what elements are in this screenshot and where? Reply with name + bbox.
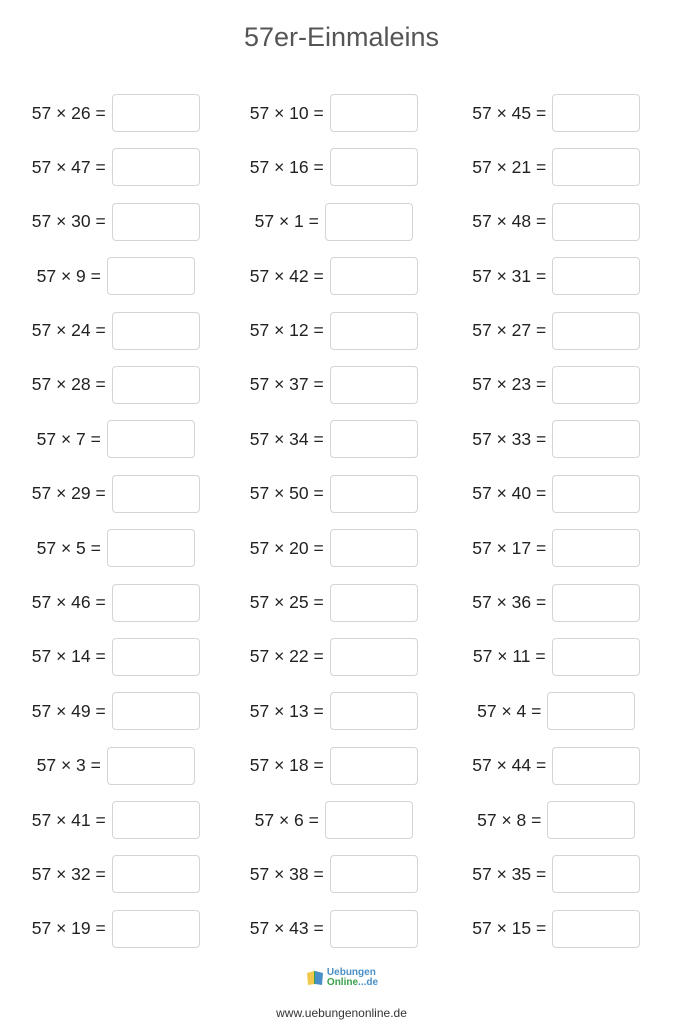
- multiplication-problem: [472, 583, 640, 623]
- multiplication-problem: [37, 419, 195, 459]
- multiplication-problem: [250, 583, 418, 623]
- problem-expression: 57 × 30 =: [31, 211, 106, 232]
- exercise-cell: [0, 147, 223, 201]
- multiplication-problem: [37, 528, 195, 568]
- answer-box[interactable]: [330, 475, 418, 513]
- problem-expression: 57 × 16 =: [249, 156, 324, 177]
- multiplication-problem: [32, 202, 200, 242]
- answer-box[interactable]: [330, 584, 418, 622]
- exercise-row: [0, 202, 683, 256]
- multiplication-problem: [32, 311, 200, 351]
- answer-box[interactable]: [552, 148, 640, 186]
- multiplication-problem: [32, 691, 200, 731]
- multiplication-problem: [472, 746, 640, 786]
- problem-expression: 57 × 6 =: [254, 809, 319, 830]
- exercise-cell: [445, 419, 668, 473]
- problem-expression: 57 × 9 =: [36, 265, 101, 286]
- exercise-cell: [0, 528, 223, 582]
- multiplication-problem: [472, 93, 640, 133]
- problem-expression: 57 × 26 =: [31, 102, 106, 123]
- multiplication-problem: [473, 637, 640, 677]
- problem-expression: 57 × 35 =: [472, 863, 547, 884]
- multiplication-problem: [472, 909, 640, 949]
- problem-expression: 57 × 21 =: [472, 156, 547, 177]
- logo-word-online-text: Online: [326, 977, 359, 988]
- answer-box[interactable]: [325, 203, 413, 241]
- exercise-row: [0, 365, 683, 419]
- exercise-cell: [0, 311, 223, 365]
- problem-expression: 57 × 41 =: [31, 809, 106, 830]
- exercise-row: [0, 746, 683, 800]
- answer-box[interactable]: [112, 94, 200, 132]
- answer-box[interactable]: [330, 638, 418, 676]
- logo: [305, 968, 378, 988]
- exercise-cell: [223, 637, 446, 691]
- exercise-cell: [0, 583, 223, 637]
- answer-box[interactable]: [547, 801, 635, 839]
- multiplication-problem: [250, 147, 418, 187]
- problem-expression: 57 × 11 =: [472, 646, 546, 667]
- exercise-cell: [223, 93, 446, 147]
- problem-expression: 57 × 43 =: [249, 918, 324, 939]
- answer-box[interactable]: [112, 855, 200, 893]
- multiplication-problem: [255, 202, 413, 242]
- multiplication-problem: [472, 419, 640, 459]
- multiplication-problem: [32, 909, 200, 949]
- answer-box[interactable]: [552, 94, 640, 132]
- exercise-cell: [445, 311, 668, 365]
- problem-expression: 57 × 38 =: [249, 863, 324, 884]
- multiplication-problem: [472, 474, 640, 514]
- logo-word-uebungen: Uebungen: [326, 967, 376, 978]
- exercise-row: [0, 800, 683, 854]
- exercise-cell: [0, 93, 223, 147]
- problem-expression: 57 × 3 =: [36, 755, 101, 776]
- answer-box[interactable]: [112, 148, 200, 186]
- problem-expression: 57 × 37 =: [249, 374, 324, 395]
- problem-expression: 57 × 34 =: [249, 428, 324, 449]
- multiplication-problem: [472, 202, 640, 242]
- exercise-cell: [0, 256, 223, 310]
- problem-expression: 57 × 50 =: [249, 483, 324, 504]
- problem-expression: 57 × 49 =: [31, 700, 106, 721]
- exercise-cell: [223, 365, 446, 419]
- answer-box[interactable]: [552, 638, 640, 676]
- exercise-cell: [223, 311, 446, 365]
- exercise-cell: [223, 528, 446, 582]
- exercise-cell: [445, 256, 668, 310]
- problem-expression: 57 × 1 =: [254, 211, 319, 232]
- multiplication-problem: [250, 691, 418, 731]
- problem-expression: 57 × 32 =: [31, 863, 106, 884]
- problem-expression: 57 × 15 =: [472, 918, 547, 939]
- problem-expression: 57 × 20 =: [249, 537, 324, 558]
- exercise-cell: [445, 528, 668, 582]
- problem-expression: 57 × 7 =: [36, 428, 101, 449]
- exercise-cell: [445, 474, 668, 528]
- exercise-row: [0, 691, 683, 745]
- problem-expression: 57 × 4 =: [477, 700, 542, 721]
- multiplication-problem: [477, 800, 635, 840]
- exercise-cell: [0, 637, 223, 691]
- footer-logo: [0, 968, 683, 988]
- multiplication-problem: [250, 256, 418, 296]
- exercise-cell: [445, 637, 668, 691]
- multiplication-problem: [472, 854, 640, 894]
- multiplication-problem: [32, 474, 200, 514]
- problem-expression: 57 × 13 =: [249, 700, 324, 721]
- exercise-cell: [0, 691, 223, 745]
- logo-suffix: ...de: [358, 977, 379, 988]
- multiplication-problem: [250, 419, 418, 459]
- exercise-cell: [0, 365, 223, 419]
- problem-expression: 57 × 28 =: [31, 374, 106, 395]
- problem-expression: 57 × 22 =: [249, 646, 324, 667]
- answer-box[interactable]: [112, 801, 200, 839]
- exercise-cell: [223, 256, 446, 310]
- multiplication-problem: [250, 93, 418, 133]
- exercise-cell: [223, 800, 446, 854]
- multiplication-problem: [250, 365, 418, 405]
- answer-box[interactable]: [112, 692, 200, 730]
- answer-box[interactable]: [330, 910, 418, 948]
- problem-expression: 57 × 24 =: [31, 320, 106, 341]
- exercise-cell: [0, 419, 223, 473]
- exercise-cell: [0, 854, 223, 908]
- answer-box[interactable]: [330, 855, 418, 893]
- answer-box[interactable]: [107, 747, 195, 785]
- multiplication-problem: [472, 147, 640, 187]
- problem-expression: 57 × 12 =: [249, 320, 324, 341]
- answer-box[interactable]: [330, 747, 418, 785]
- exercise-row: [0, 854, 683, 908]
- answer-box[interactable]: [107, 420, 195, 458]
- exercise-row: [0, 637, 683, 691]
- exercise-cell: [445, 202, 668, 256]
- multiplication-problem: [250, 528, 418, 568]
- problem-expression: 57 × 48 =: [472, 211, 547, 232]
- multiplication-problem: [32, 365, 200, 405]
- exercise-row: [0, 147, 683, 201]
- answer-box[interactable]: [552, 257, 640, 295]
- problem-expression: 57 × 45 =: [472, 102, 547, 123]
- multiplication-problem: [477, 691, 635, 731]
- exercise-cell: [0, 800, 223, 854]
- answer-box[interactable]: [330, 94, 418, 132]
- multiplication-problem: [37, 256, 195, 296]
- footer-url: www.uebungenonline.de: [276, 1006, 407, 1020]
- problem-expression: 57 × 36 =: [472, 592, 547, 613]
- exercise-cell: [445, 147, 668, 201]
- book-icon: [305, 969, 325, 987]
- multiplication-problem: [37, 746, 195, 786]
- answer-box[interactable]: [552, 203, 640, 241]
- answer-box[interactable]: [552, 312, 640, 350]
- exercise-row: [0, 93, 683, 147]
- answer-box[interactable]: [330, 692, 418, 730]
- answer-box[interactable]: [552, 747, 640, 785]
- multiplication-problem: [32, 854, 200, 894]
- answer-box[interactable]: [330, 312, 418, 350]
- exercise-cell: [223, 202, 446, 256]
- problem-expression: 57 × 40 =: [472, 483, 547, 504]
- problem-expression: 57 × 33 =: [472, 428, 547, 449]
- multiplication-problem: [472, 311, 640, 351]
- answer-box[interactable]: [112, 203, 200, 241]
- exercise-cell: [223, 583, 446, 637]
- answer-box[interactable]: [552, 855, 640, 893]
- answer-box[interactable]: [112, 475, 200, 513]
- answer-box[interactable]: [330, 420, 418, 458]
- exercise-cell: [445, 909, 668, 963]
- problem-expression: 57 × 14 =: [31, 646, 106, 667]
- answer-box[interactable]: [552, 475, 640, 513]
- problem-expression: 57 × 44 =: [472, 755, 547, 776]
- answer-box[interactable]: [112, 366, 200, 404]
- exercise-row: [0, 528, 683, 582]
- multiplication-problem: [472, 365, 640, 405]
- problem-expression: 57 × 47 =: [31, 156, 106, 177]
- exercise-row: [0, 909, 683, 963]
- exercise-cell: [223, 474, 446, 528]
- multiplication-problem: [32, 147, 200, 187]
- logo-word-online: [327, 978, 378, 988]
- exercise-cell: [445, 93, 668, 147]
- multiplication-problem: [472, 256, 640, 296]
- answer-box[interactable]: [325, 801, 413, 839]
- multiplication-problem: [250, 854, 418, 894]
- answer-box[interactable]: [107, 257, 195, 295]
- multiplication-problem: [250, 746, 418, 786]
- answer-box[interactable]: [112, 312, 200, 350]
- exercise-cell: [0, 909, 223, 963]
- exercise-cell: [223, 419, 446, 473]
- multiplication-problem: [250, 637, 418, 677]
- answer-box[interactable]: [552, 366, 640, 404]
- answer-box[interactable]: [547, 692, 635, 730]
- problem-expression: 57 × 23 =: [472, 374, 547, 395]
- exercise-cell: [445, 583, 668, 637]
- multiplication-problem: [250, 311, 418, 351]
- multiplication-problem: [472, 528, 640, 568]
- multiplication-problem: [32, 93, 200, 133]
- multiplication-problem: [32, 800, 200, 840]
- exercise-cell: [445, 746, 668, 800]
- answer-box[interactable]: [330, 148, 418, 186]
- exercise-cell: [223, 746, 446, 800]
- answer-box[interactable]: [112, 584, 200, 622]
- multiplication-problem: [250, 909, 418, 949]
- multiplication-problem: [250, 474, 418, 514]
- problem-expression: 57 × 29 =: [31, 483, 106, 504]
- problem-expression: 57 × 18 =: [249, 755, 324, 776]
- problem-expression: 57 × 42 =: [249, 265, 324, 286]
- answer-box[interactable]: [107, 529, 195, 567]
- problem-expression: 57 × 8 =: [477, 809, 542, 830]
- exercise-cell: [0, 202, 223, 256]
- answer-box[interactable]: [552, 420, 640, 458]
- problem-expression: 57 × 5 =: [36, 537, 101, 558]
- answer-box[interactable]: [112, 910, 200, 948]
- exercise-row: [0, 583, 683, 637]
- exercise-cell: [223, 909, 446, 963]
- exercise-cell: [0, 746, 223, 800]
- answer-box[interactable]: [330, 366, 418, 404]
- multiplication-problem: [32, 583, 200, 623]
- problem-expression: 57 × 27 =: [472, 320, 547, 341]
- exercise-cell: [223, 691, 446, 745]
- answer-box[interactable]: [552, 529, 640, 567]
- answer-box[interactable]: [552, 910, 640, 948]
- exercise-cell: [445, 691, 668, 745]
- problem-expression: 57 × 31 =: [472, 265, 547, 286]
- exercise-row: [0, 256, 683, 310]
- problem-expression: 57 × 25 =: [249, 592, 324, 613]
- exercise-row: [0, 311, 683, 365]
- multiplication-problem: [32, 637, 200, 677]
- exercise-cell: [0, 474, 223, 528]
- answer-box[interactable]: [330, 257, 418, 295]
- answer-box[interactable]: [330, 529, 418, 567]
- problem-expression: 57 × 19 =: [31, 918, 106, 939]
- answer-box[interactable]: [112, 638, 200, 676]
- answer-box[interactable]: [552, 584, 640, 622]
- exercise-grid: [0, 93, 683, 963]
- exercise-cell: [223, 147, 446, 201]
- exercise-row: [0, 419, 683, 473]
- exercise-cell: [445, 854, 668, 908]
- exercise-cell: [223, 854, 446, 908]
- multiplication-problem: [255, 800, 413, 840]
- exercise-cell: [445, 800, 668, 854]
- problem-expression: 57 × 17 =: [472, 537, 547, 558]
- problem-expression: 57 × 46 =: [31, 592, 106, 613]
- page-title: 57er-Einmaleins: [243, 22, 440, 52]
- exercise-row: [0, 474, 683, 528]
- exercise-cell: [445, 365, 668, 419]
- problem-expression: 57 × 10 =: [249, 102, 324, 123]
